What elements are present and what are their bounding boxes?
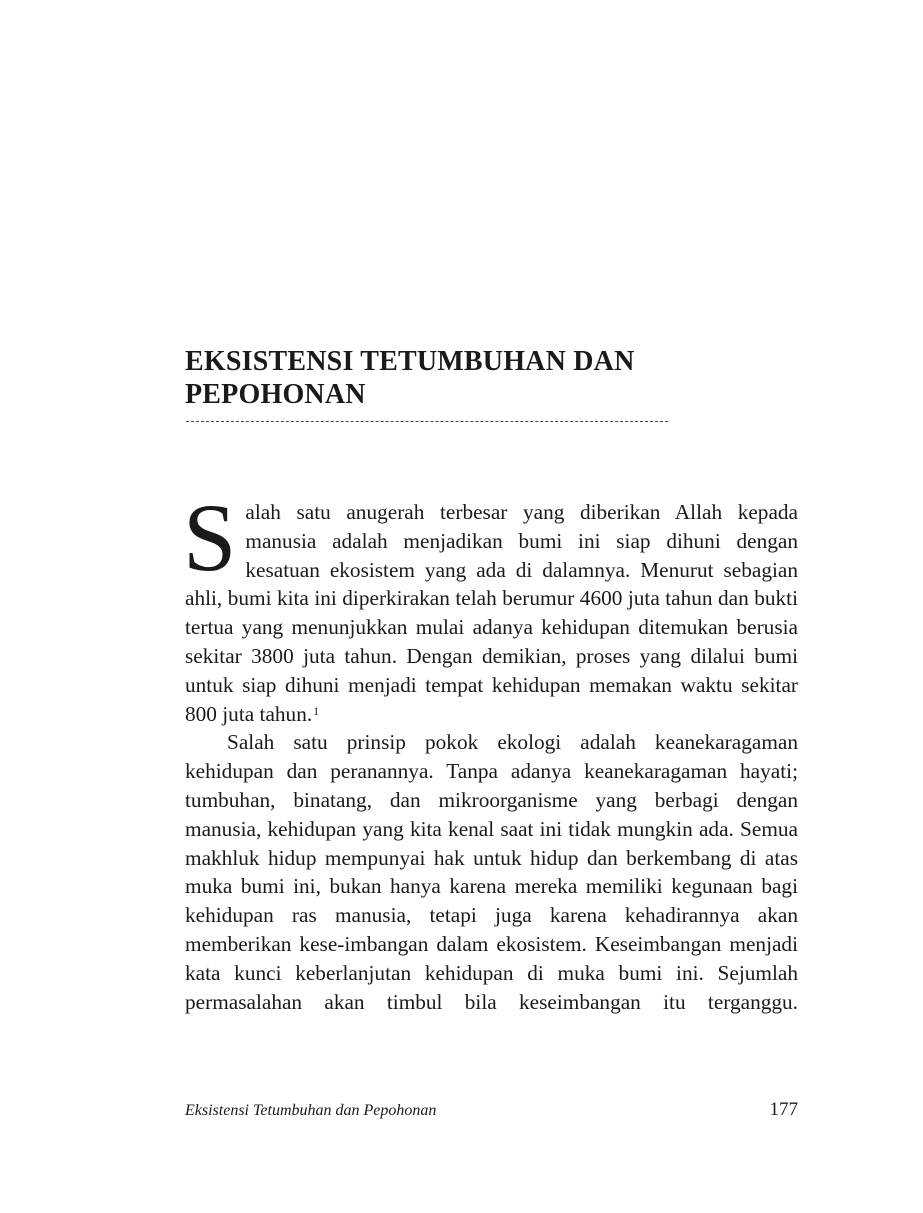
body-text (183, 484, 798, 1016)
paragraph-1 (183, 484, 798, 728)
running-footer-title: Eksistensi Tetumbuhan dan Pepohonan (185, 1102, 437, 1119)
footnote-marker[interactable]: 1 (313, 703, 320, 718)
page-number: 177 (769, 1099, 798, 1120)
paragraph-2-text: Salah satu prinsip pokok ekologi adalah keanekaragaman kehidupan dan peranannya. Tanpa adanya keanekaragaman hayati; tumbuhan, binatang, dan mikroorganisme yang berbagi dengan manusia, kehidupan yang kita kenal saat ini tidak mungkin ada. Semua makhluk hidup mempunyai hak untuk hidup dan berkembang di atas muka bumi ini, bukan hanya karena mereka memiliki kegunaan bagi kehidupan ras manusia, tetapi juga karena kehadirannya akan memberikan kese-imbangan dalam ekosistem. Keseimbangan menjadi kata kunci keberlanjutan kehidupan di muka bumi ini. Sejumlah permasalahan akan timbul bila keseimbangan itu terganggu. (185, 730, 798, 1014)
chapter-title-line-2: PEPOHONAN (185, 379, 366, 410)
title-dashed-rule (186, 421, 668, 422)
paragraph-2 (185, 728, 798, 1016)
chapter-title (185, 345, 745, 411)
chapter-title-line-1: EKSISTENSI TETUMBUHAN DAN (185, 346, 635, 377)
drop-cap: S (183, 484, 237, 591)
paragraph-1-text: alah satu anugerah terbesar yang diberikan Allah kepada manusia adalah menjadikan bumi ini siap dihuni dengan kesatuan ekosistem yang ada di dalamnya. Menurut sebagian ahli, bumi kita ini diperkirakan telah berumur 4600 juta tahun dan bukti tertua yang menunjukkan mulai adanya kehidupan ditemukan berusia sekitar 3800 juta tahun. Dengan demikian, proses yang dilalui bumi untuk siap dihuni menjadi tempat kehidupan memakan waktu sekitar 800 juta tahun. (185, 500, 798, 726)
